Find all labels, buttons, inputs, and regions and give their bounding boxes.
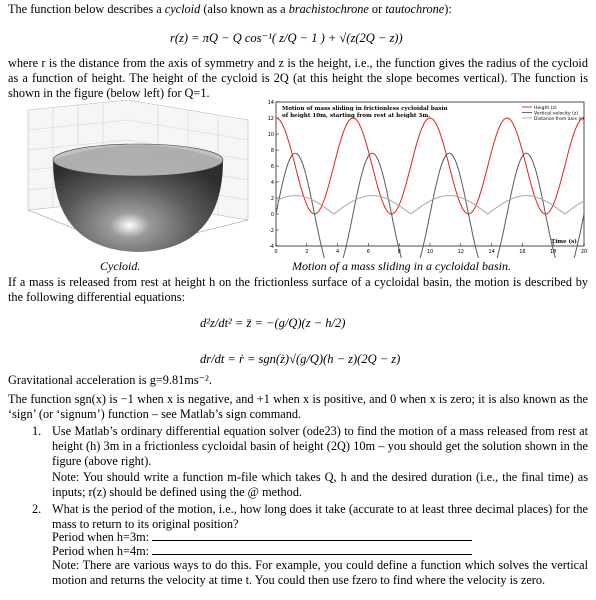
legend-entry: Distance from axis (r) — [534, 116, 584, 122]
question-1-text: Use Matlab’s ordinary differential equation solver (ode23) to find the motion of a mass released from rest at height (h) 3m in a frictionless cycloidal basin of height (2Q) 10m – you should get the solution shown in the figure (above right). — [52, 424, 588, 468]
chart-title-line-2: of height 10m, starting from rest at height 3m. — [282, 113, 431, 119]
plot-frame — [276, 102, 584, 246]
y-tick-label: 12 — [267, 116, 274, 122]
motion-caption: Motion of a mass sliding in a cycloidal basin. — [292, 259, 511, 273]
x-tick-label: 10 — [426, 249, 434, 255]
y-tick-label: 14 — [267, 100, 274, 106]
question-2-text: What is the period of the motion, i.e., how long does it take (accurate to at least three decimal places) for the mass to return to its original position? — [52, 502, 588, 531]
x-tick-label: 6 — [366, 249, 370, 255]
question-1-note: Note: You should write a function m-file which takes Q, h and the desired duration (i.e., the final time) as inputs; r(z) should be defined using the @ method. — [52, 470, 588, 499]
period-h3-answer[interactable] — [152, 530, 472, 541]
gravity-line: Gravitational acceleration is g=9.81ms⁻². — [8, 373, 212, 387]
paragraph-sgn: The function sgn(x) is −1 when x is negative, and +1 when x is positive, and 0 when x is zero; it is also known as the ‘sign’ (or ‘signum’) function – see Matlab’s sign command. — [8, 392, 588, 421]
x-axis-label: Time (s) — [551, 239, 577, 245]
y-tick-label: 10 — [267, 132, 274, 138]
y-tick-label: 0 — [270, 212, 274, 218]
equation-dr: dr/dt = ṙ = sgn(ż)√(g/Q)(h − z)(2Q − z) — [200, 352, 401, 366]
legend-entry: Height (z) — [534, 105, 557, 111]
equation-d2z: d²z/dt² = z̈ = −(g/Q)(z − h/2) — [200, 316, 346, 330]
paragraph-release: If a mass is released from rest at height h on the frictionless surface of a cycloidal basin, the motion is described by the following differential equations: — [8, 275, 588, 304]
y-tick-label: 8 — [270, 148, 274, 154]
chart-axes — [276, 102, 584, 246]
x-tick-label: 0 — [274, 249, 278, 255]
x-tick-label: 2 — [305, 249, 309, 255]
y-tick-label: -4 — [269, 244, 274, 250]
x-tick-label: 14 — [488, 249, 495, 255]
y-tick-label: 4 — [270, 180, 274, 186]
legend-entry: Vertical velocity (z) — [534, 111, 579, 117]
y-tick-label: 6 — [270, 164, 274, 170]
x-tick-label: 4 — [336, 249, 340, 255]
equation-r: r(z) = πQ − Q cos⁻¹( z/Q − 1 ) + √(z(2Q − z)) — [170, 31, 403, 45]
period-h4-line: Period when h=4m: — [52, 544, 588, 559]
x-tick-label: 20 — [580, 249, 588, 255]
question-1-number: 1. — [32, 424, 42, 438]
x-tick-label: 8 — [397, 249, 401, 255]
cycloid-caption: Cycloid. — [100, 259, 141, 273]
cycloid-surface-figure — [8, 100, 258, 260]
y-tick-label: -2 — [269, 228, 274, 234]
question-2-number: 2. — [32, 502, 42, 516]
period-h3-line: Period when h=3m: — [52, 530, 588, 545]
x-tick-label: 12 — [457, 249, 464, 255]
period-h4-answer[interactable] — [152, 544, 472, 555]
x-tick-label: 16 — [519, 249, 526, 255]
chart-title-line-1: Motion of mass sliding in frictionless cycloidal basin — [282, 106, 448, 112]
intro-line: The function below describes a cycloid (also known as a brachistochrone or tautochrone): — [8, 2, 452, 16]
x-tick-label: 18 — [550, 249, 557, 255]
motion-chart — [262, 98, 590, 258]
question-2-note: Note: There are various ways to do this. For example, you could define a function which solves the vertical motion and returns the velocity at time t. You could then use fzero to find where the velocity is zero. — [52, 558, 588, 587]
paragraph-description: where r is the distance from the axis of symmetry and z is the height, i.e., the function gives the radius of the cycloid as a function of height. The height of the cycloid is 2Q (at this height the slope becomes vertical). The function is shown in the figure (below left) for Q=1. — [8, 56, 588, 100]
y-tick-label: 2 — [270, 196, 274, 202]
